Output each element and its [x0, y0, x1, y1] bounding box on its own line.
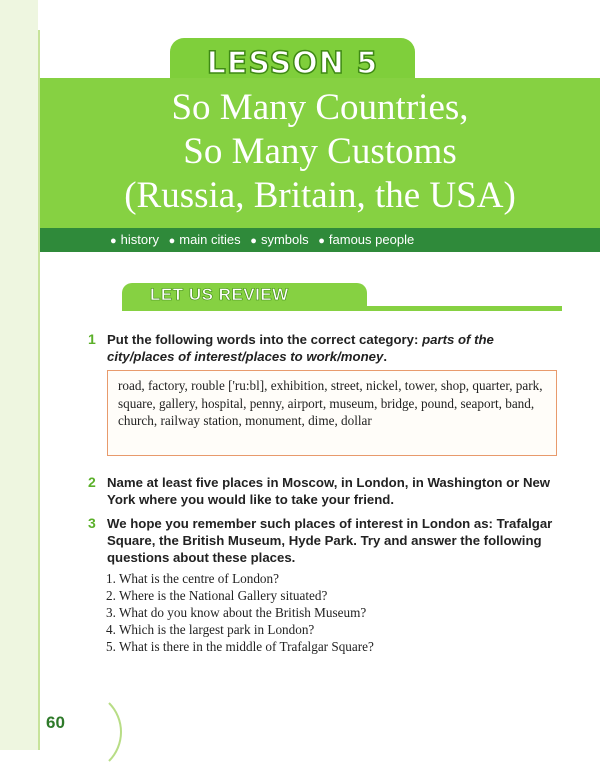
- subtitle-line-3: (Russia, Britain, the USA): [124, 175, 516, 216]
- question-item: 1. What is the centre of London?: [106, 571, 279, 586]
- section-underline: [122, 306, 562, 311]
- question-item: 3. What do you know about the British Museum?: [106, 605, 367, 620]
- topic-item: ● main cities: [168, 232, 241, 247]
- topic-item: ● famous people: [318, 232, 415, 247]
- exercise-2-number: 2: [88, 474, 96, 490]
- subtitle-line-2: So Many Customs: [183, 131, 457, 172]
- bullet-icon: ●: [168, 235, 176, 247]
- word-box: road, factory, rouble ['ru:bl], exhibition, street, nickel, tower, shop, quarter, park, square, gallery, hospital, penny, airport, museum, bridge, pound, seaport, band, church, railway station, monument, dime, dollar: [107, 370, 557, 456]
- exercise-1-number: 1: [88, 331, 96, 347]
- lesson-title: LESSON 5: [206, 46, 379, 81]
- subtitle-line-1: So Many Countries,: [171, 87, 469, 128]
- bullet-icon: ●: [318, 235, 325, 247]
- page-number: 60: [46, 713, 65, 732]
- topics-list: [110, 232, 420, 247]
- bullet-icon: ●: [110, 235, 117, 247]
- lesson-subtitle: [40, 86, 600, 218]
- exercise-3-number: 3: [88, 515, 96, 531]
- question-item: 2. Where is the National Gallery situated?: [106, 588, 328, 603]
- bullet-icon: ●: [250, 235, 257, 247]
- question-list: [106, 570, 374, 655]
- section-title: LET US REVIEW: [150, 285, 289, 304]
- exercise-2-instruction: Name at least five places in Moscow, in London, in Washington or New York where you would like to take your friend.: [107, 475, 551, 507]
- exercise-3-instruction: We hope you remember such places of interest in London as: Trafalgar Square, the British Museum, Hyde Park. Try and answer the following questions about these places.: [107, 516, 553, 565]
- topic-item: ● history: [110, 232, 159, 247]
- question-item: 5. What is there in the middle of Trafalgar Square?: [106, 639, 374, 654]
- left-margin: [0, 0, 38, 750]
- exercise-1-instruction: Put the following words into the correct category: parts of the city/places of interest/places to work/money.: [107, 332, 494, 364]
- topic-item: ● symbols: [250, 232, 309, 247]
- question-item: 4. Which is the largest park in London?: [106, 622, 315, 637]
